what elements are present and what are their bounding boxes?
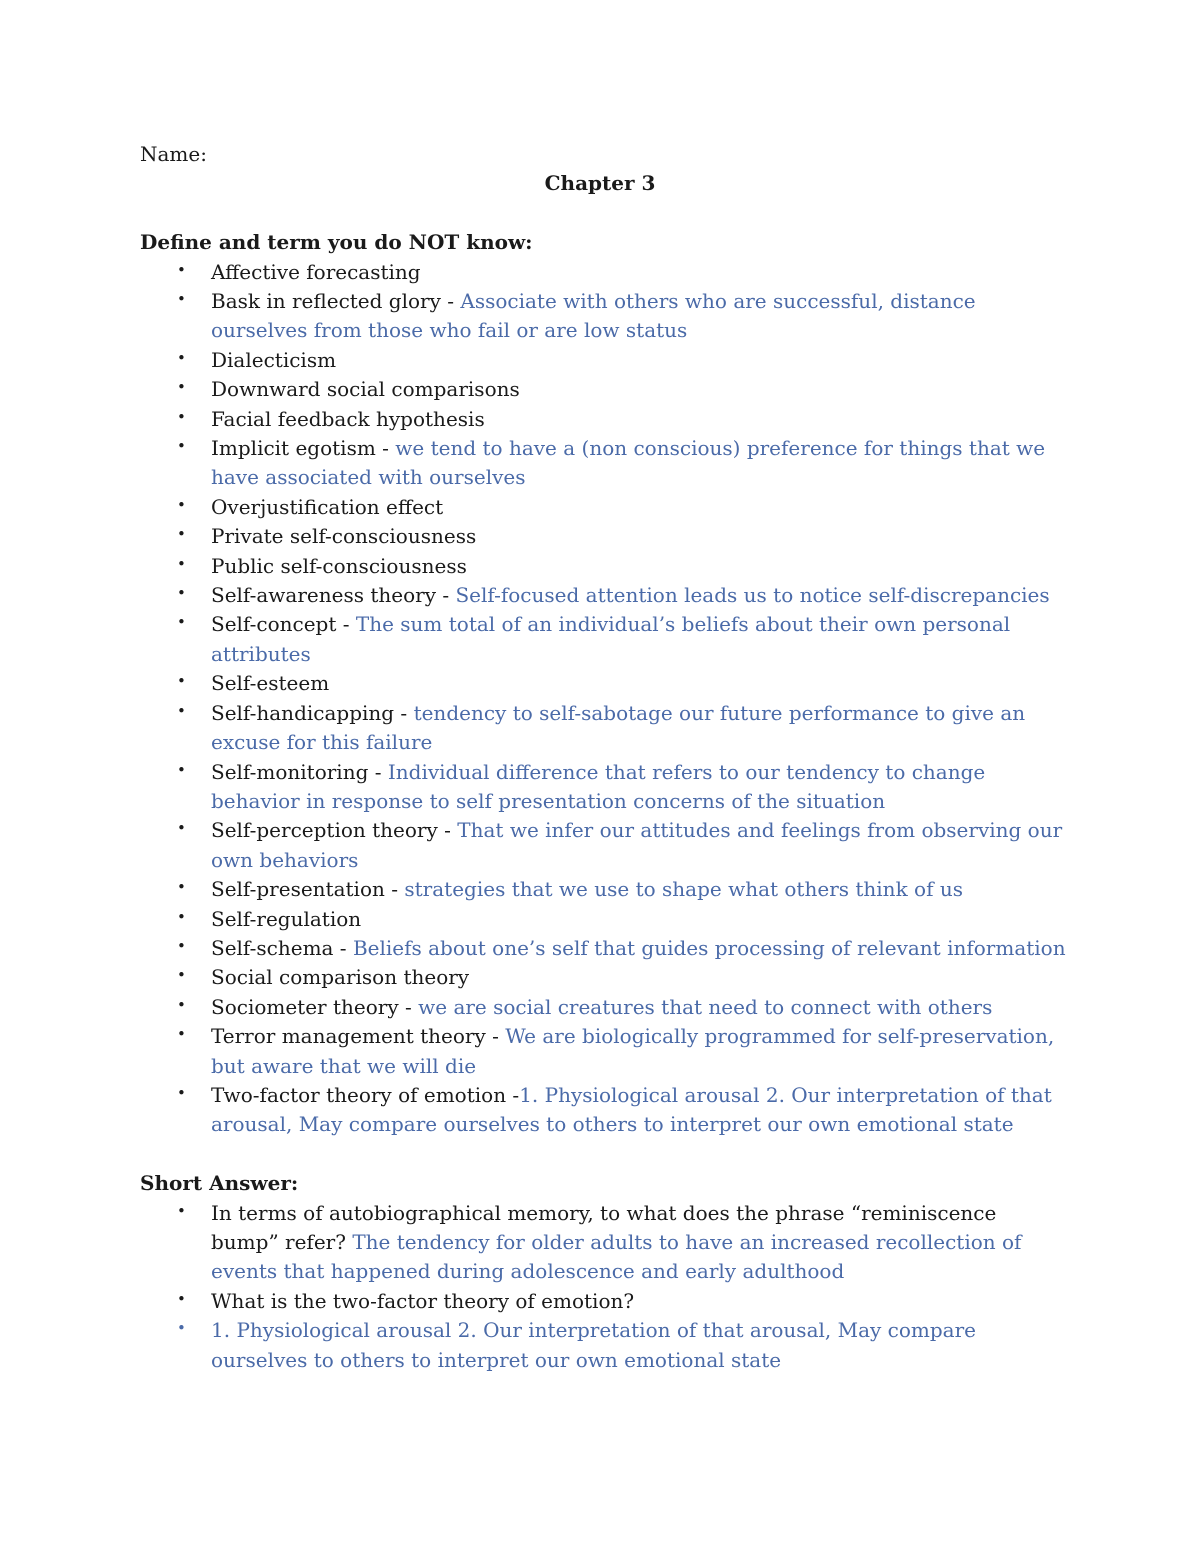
term-definition: We are biologically programmed for self-preservation, but aware that we will die	[211, 1024, 1055, 1078]
bullet-icon: •	[177, 819, 186, 838]
term-separator: -	[398, 994, 419, 1019]
term-definition: Beliefs about one’s self that guides processing of relevant information	[352, 935, 1066, 960]
term-list-item	[140, 405, 1070, 434]
bullet-icon: •	[177, 1083, 186, 1102]
bullet-icon: •	[177, 378, 186, 397]
term-separator: -	[440, 289, 461, 314]
term-list-item	[140, 493, 1070, 522]
term-separator: -	[394, 700, 414, 725]
term-list-item	[140, 258, 1070, 287]
bullet-icon: •	[177, 613, 186, 632]
term-list-item	[140, 1081, 1070, 1140]
term-list-item	[140, 552, 1070, 581]
term-list-item	[140, 610, 1070, 669]
term-label: Social comparison theory	[211, 965, 470, 990]
bullet-icon: •	[177, 907, 186, 926]
term-definition: Associate with others who are successful, distance ourselves from those who fail or are low status	[211, 289, 976, 343]
bullet-icon: •	[177, 290, 186, 309]
bullet-icon: •	[177, 878, 186, 897]
term-separator: -	[368, 759, 388, 784]
name-label: Name:	[140, 142, 207, 166]
term-separator: -	[485, 1024, 506, 1049]
term-label: Overjustification effect	[211, 494, 444, 519]
term-definition: we are social creatures that need to connect with others	[418, 994, 993, 1019]
term-label: Affective forecasting	[211, 259, 421, 284]
term-list-item	[140, 963, 1070, 992]
term-separator: -	[375, 436, 396, 461]
bullet-icon: •	[177, 437, 186, 456]
term-label: Self-monitoring	[211, 759, 369, 784]
bullet-icon: •	[177, 1025, 186, 1044]
term-definition: strategies that we use to shape what others think of us	[404, 877, 963, 902]
short-answer-item	[140, 1316, 1070, 1375]
term-label: Self-concept	[211, 612, 337, 637]
bullet-icon: •	[177, 1289, 186, 1308]
term-separator: -	[336, 612, 356, 637]
term-definition: we tend to have a (non conscious) preference for things that we have associated with ourselves	[211, 436, 1046, 490]
short-answer-heading: Short Answer:	[140, 1171, 299, 1196]
bullet-icon: •	[177, 1201, 186, 1220]
term-definition: That we infer our attitudes and feelings from observing our own behaviors	[211, 818, 1063, 872]
bullet-icon: •	[177, 995, 186, 1014]
bullet-icon: •	[177, 672, 186, 691]
term-list-item	[140, 522, 1070, 551]
question-text: What is the two-factor theory of emotion?	[211, 1288, 635, 1313]
term-separator: -	[436, 583, 456, 608]
term-list-item	[140, 875, 1070, 904]
answer-text: The tendency for older adults to have an increased recollection of events that happened during adolescence and early adulthood	[211, 1230, 1022, 1284]
term-list-item	[140, 934, 1070, 963]
bullet-icon: •	[177, 407, 186, 426]
term-label: Public self-consciousness	[211, 553, 467, 578]
term-separator: -	[437, 818, 458, 843]
short-answer-list	[140, 1199, 1070, 1375]
bullet-icon: •	[177, 584, 186, 603]
term-list-item	[140, 699, 1070, 758]
term-list-item	[140, 905, 1070, 934]
chapter-title: Chapter 3	[544, 171, 656, 196]
term-label: Facial feedback hypothesis	[211, 406, 485, 431]
term-list-item	[140, 287, 1070, 346]
term-list-item	[140, 346, 1070, 375]
document-page	[140, 140, 1070, 1375]
bullet-icon: •	[177, 554, 186, 573]
bullet-icon: •	[177, 1319, 186, 1338]
bullet-icon: •	[177, 525, 186, 544]
term-label: Terror management theory	[211, 1024, 486, 1049]
terms-list	[140, 258, 1070, 1140]
bullet-icon: •	[177, 936, 186, 955]
term-definition: 1. Physiological arousal 2. Our interpretation of that arousal, May compare ourselves to others to interpret our own emotional state	[211, 1082, 1052, 1137]
term-definition: Individual difference that refers to our tendency to change behavior in response to self presentation concerns of the situation	[211, 759, 986, 813]
term-label: Bask in reflected glory	[211, 289, 441, 314]
blank-line	[140, 199, 1070, 228]
term-label: Self-esteem	[211, 671, 330, 696]
term-list-item	[140, 993, 1070, 1022]
term-list-item	[140, 375, 1070, 404]
term-label: Self-perception theory	[211, 818, 438, 843]
term-definition: tendency to self-sabotage our future performance to give an excuse for this failure	[211, 700, 1026, 755]
bullet-icon: •	[177, 966, 186, 985]
term-label: Self-regulation	[211, 906, 362, 931]
term-label: Self-awareness theory	[211, 583, 436, 608]
term-list-item	[140, 816, 1070, 875]
term-label: Dialecticism	[211, 347, 337, 372]
term-definition: Self-focused attention leads us to notice self-discrepancies	[455, 583, 1050, 608]
term-list-item	[140, 434, 1070, 493]
bullet-icon: •	[177, 348, 186, 367]
answer-text: 1. Physiological arousal 2. Our interpretation of that arousal, May compare ourselves to others to interpret our own emotional state	[211, 1318, 976, 1372]
bullet-icon: •	[177, 495, 186, 514]
term-definition: The sum total of an individual’s beliefs about their own personal attributes	[211, 612, 1011, 666]
term-label: Self-schema	[211, 935, 334, 960]
bullet-icon: •	[177, 701, 186, 720]
question-text: In terms of autobiographical memory, to what does the phrase “reminiscence bump” refer?	[211, 1200, 997, 1254]
term-label: Implicit egotism	[211, 436, 376, 461]
short-answer-item	[140, 1287, 1070, 1316]
term-separator: -	[506, 1082, 520, 1107]
term-list-item	[140, 758, 1070, 817]
term-label: Private self-consciousness	[211, 524, 477, 549]
term-label: Downward social comparisons	[211, 377, 520, 402]
term-list-item	[140, 581, 1070, 610]
short-answer-item	[140, 1199, 1070, 1287]
term-label: Sociometer theory	[211, 994, 399, 1019]
term-label: Two-factor theory of emotion	[211, 1082, 507, 1107]
blank-line	[140, 1140, 1070, 1169]
bullet-icon: •	[177, 760, 186, 779]
term-separator: -	[384, 877, 405, 902]
term-list-item	[140, 669, 1070, 698]
terms-section-heading: Define and term you do NOT know:	[140, 230, 533, 255]
term-label: Self-presentation	[211, 877, 385, 902]
term-separator: -	[333, 935, 353, 960]
term-list-item	[140, 1022, 1070, 1081]
bullet-icon: •	[177, 260, 186, 279]
term-label: Self-handicapping	[211, 700, 395, 725]
